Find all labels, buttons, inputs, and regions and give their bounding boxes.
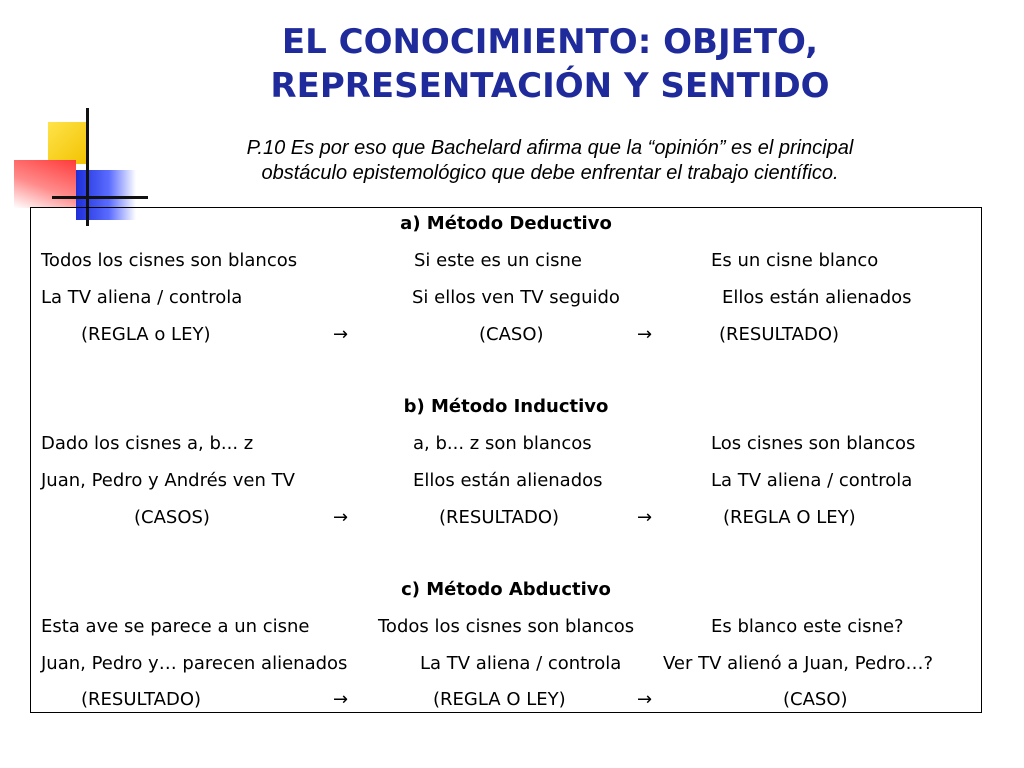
arrow-icon: →	[637, 507, 653, 528]
inductive-result: a, b... z son blancos	[413, 433, 592, 454]
inductive-label-rule: (REGLA O LEY)	[723, 507, 856, 528]
arrow-icon: →	[637, 689, 653, 710]
abductive-result: Esta ave se parece a un cisne	[41, 616, 310, 637]
inductive-label-cases: (CASOS)	[134, 507, 210, 528]
inductive-result-2: Ellos están alienados	[413, 470, 603, 491]
abductive-result-2: Juan, Pedro y… parecen alienados	[41, 653, 348, 674]
deductive-result-2: Ellos están alienados	[722, 287, 912, 308]
abductive-label-rule: (REGLA O LEY)	[433, 689, 566, 710]
inductive-label-result: (RESULTADO)	[439, 507, 560, 528]
section-heading-abductive: c) Método Abductivo	[401, 579, 611, 600]
horizontal-line	[52, 196, 148, 199]
arrow-icon: →	[333, 507, 349, 528]
inductive-case-2: Juan, Pedro y Andrés ven TV	[41, 470, 295, 491]
inductive-case: Dado los cisnes a, b... z	[41, 433, 254, 454]
abductive-rule-2: La TV aliena / controla	[420, 653, 622, 674]
inductive-rule-2: La TV aliena / controla	[711, 470, 913, 491]
abductive-label-result: (RESULTADO)	[81, 689, 202, 710]
deductive-result: Es un cisne blanco	[711, 250, 879, 271]
deductive-rule-2: La TV aliena / controla	[41, 287, 243, 308]
subtitle-line-1: P.10 Es por eso que Bachelard afirma que la “opinión” es el principal	[246, 137, 854, 159]
inductive-rule: Los cisnes son blancos	[711, 433, 916, 454]
slide-title	[150, 20, 950, 108]
deductive-case-2: Si ellos ven TV seguido	[412, 287, 620, 308]
deductive-case: Si este es un cisne	[414, 250, 582, 271]
subtitle-line-2: obstáculo epistemológico que debe enfrentar el trabajo científico.	[261, 162, 839, 184]
methods-box	[30, 207, 982, 713]
abductive-rule: Todos los cisnes son blancos	[378, 616, 635, 637]
yellow-square	[48, 122, 88, 164]
title-line-1: EL CONOCIMIENTO: OBJETO,	[281, 22, 819, 62]
abductive-case: Es blanco este cisne?	[711, 616, 904, 637]
deductive-rule: Todos los cisnes son blancos	[41, 250, 298, 271]
abductive-label-case: (CASO)	[783, 689, 848, 710]
arrow-icon: →	[637, 324, 653, 345]
deductive-label-rule: (REGLA o LEY)	[81, 324, 211, 345]
deductive-label-result: (RESULTADO)	[719, 324, 840, 345]
deductive-label-case: (CASO)	[479, 324, 544, 345]
arrow-icon: →	[333, 689, 349, 710]
section-heading-deductive: a) Método Deductivo	[400, 213, 612, 234]
red-square	[14, 160, 76, 208]
section-heading-inductive: b) Método Inductivo	[403, 396, 609, 417]
arrow-icon: →	[333, 324, 349, 345]
slide-subtitle	[180, 136, 920, 186]
abductive-case-2: Ver TV alienó a Juan, Pedro…?	[663, 653, 934, 674]
title-line-2: REPRESENTACIÓN Y SENTIDO	[270, 66, 830, 106]
